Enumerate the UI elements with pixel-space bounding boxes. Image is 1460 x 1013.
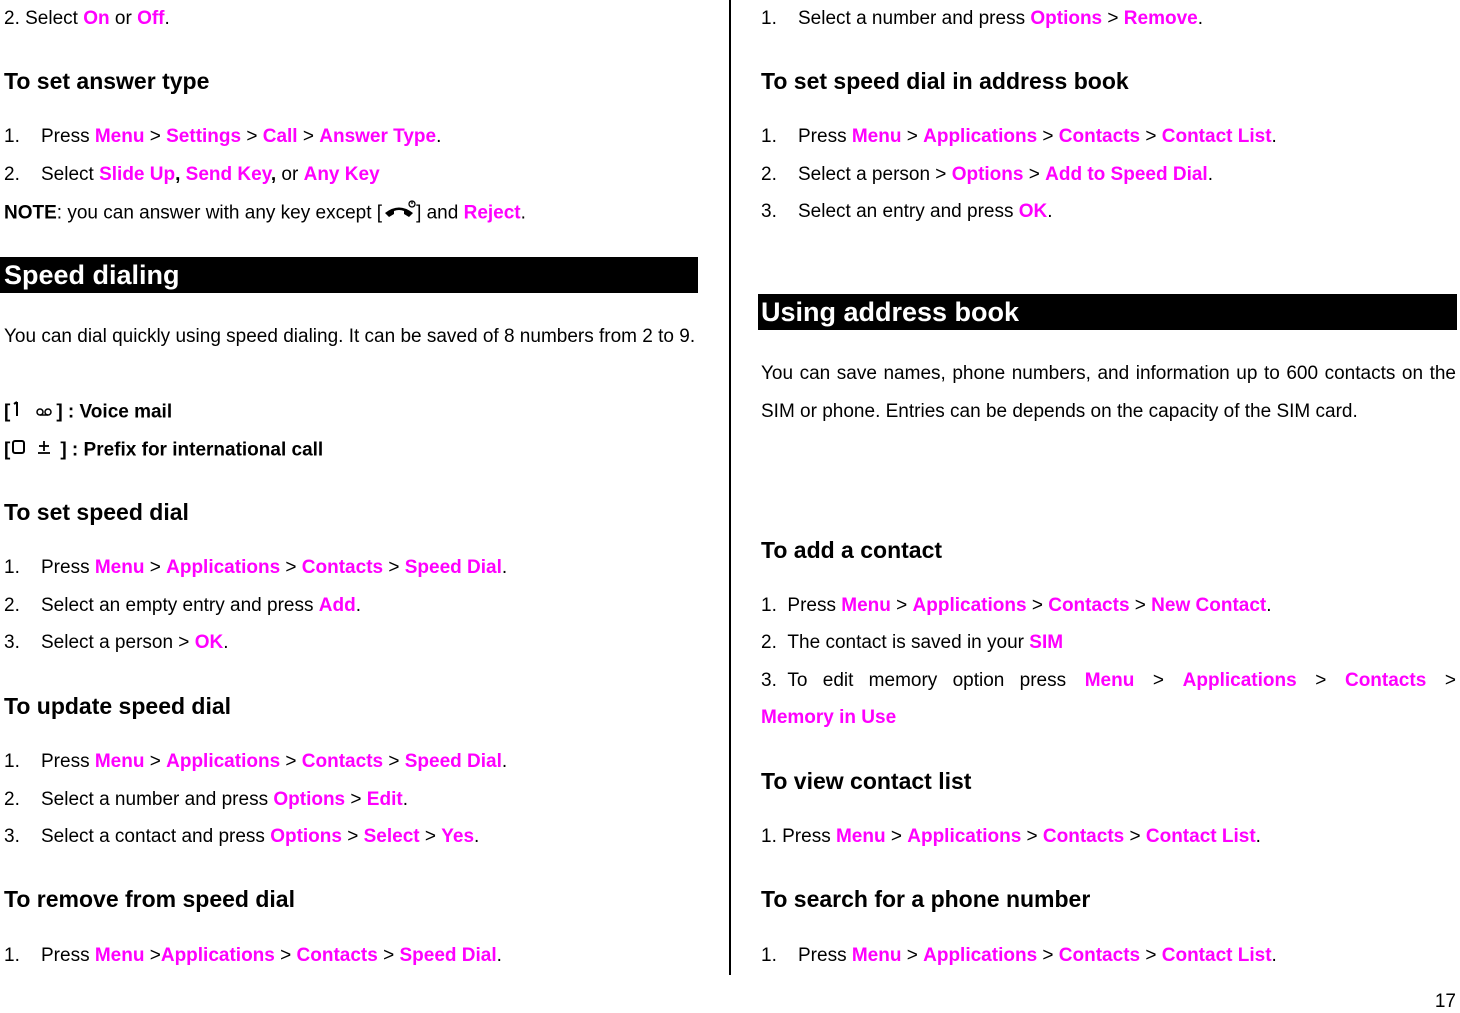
step-number: 2. [761,164,777,185]
text: Select an entry and press [798,201,1019,222]
answer-step-1 [4,125,441,149]
menu-label: Menu [851,945,902,966]
text: . [474,826,480,847]
text: ] : Prefix for international call [60,439,324,461]
addr-speed-step-2 [761,163,1213,187]
step-number: 2. [4,789,20,810]
separator: > [1444,670,1456,691]
heading-set-speed-dial: To set speed dial [4,499,189,525]
contacts-label: Contacts [1058,945,1141,966]
text: . [355,595,361,616]
set-speed-step-2 [4,594,361,618]
add-contact-step-1 [761,594,1272,618]
text: Press [41,126,95,147]
menu-label: Menu [1084,670,1135,691]
section-band-speed-dialing: Speed dialing [0,257,698,293]
text: > [341,826,364,847]
bracket: [ [4,401,11,423]
voicemail-icon [10,400,56,425]
text: > [383,751,405,772]
set-speed-step-1 [4,556,507,580]
text: > [1037,126,1059,147]
text: . [164,8,170,29]
text: or [109,8,138,29]
text: > [885,826,908,847]
text: Select an empty entry and press [41,595,319,616]
option-off: Off [137,8,165,29]
step-number: 1. [4,751,20,772]
speed-dial-label: Speed Dial [404,751,502,772]
text: > [901,945,924,966]
update-speed-step-3 [4,825,479,849]
step-number: 1. [761,945,777,966]
separator: > [1152,670,1165,691]
applications-label: Applications [907,826,1022,847]
bracket: [ [4,439,11,461]
set-speed-step-3 [4,631,228,655]
text: > [419,826,442,847]
yes-label: Yes [441,826,475,847]
text: > [1037,945,1059,966]
memory-in-use-label: Memory in Use [761,707,897,728]
text: Press [41,751,95,772]
section-band-using-address-book: Using address book [758,294,1457,330]
contact-list-label: Contact List [1161,126,1272,147]
column-divider [729,0,731,975]
sim-label: SIM [1029,632,1064,653]
add-contact-step-2 [761,631,1063,655]
search-step-1 [761,944,1277,968]
page-number: 17 [1434,991,1456,1012]
heading-view-contact-list: To view contact list [761,768,972,794]
text: > [377,945,400,966]
menu-label: Menu [851,126,902,147]
step-number: 1. [761,126,777,147]
call-label: Call [262,126,298,147]
text: To edit memory option press [787,670,1067,691]
remove-speed-step-1 [4,944,502,968]
text: > [1023,164,1046,185]
text: Select a person > [41,632,195,653]
new-contact-label: New Contact [1151,595,1267,616]
step-number: 3. [4,632,20,653]
text: Press [41,557,95,578]
text: > [144,945,161,966]
key-0-line [4,438,323,463]
text: . [1266,595,1272,616]
text: > [280,751,302,772]
text: Select a contact and press [41,826,271,847]
text: > [144,751,167,772]
text: > [241,126,263,147]
note-line [4,200,526,227]
text: > [144,557,167,578]
step-number: 3. [761,670,777,691]
options-label: Options [1030,8,1103,29]
contacts-label: Contacts [296,945,378,966]
menu-label: Menu [841,595,891,616]
reject-label: Reject [463,202,521,224]
step-number: 3. [761,201,777,222]
contacts-label: Contacts [1344,670,1427,691]
text: . [501,557,508,578]
text: : you can answer with any key except [ [56,202,383,224]
text: . [1271,945,1277,966]
contacts-label: Contacts [1048,595,1130,616]
text: Select [41,164,100,185]
step-number: 2. [4,164,20,185]
text: > [144,126,167,147]
text: . [1047,201,1053,222]
text: . [223,632,229,653]
heading-search-phone-number: To search for a phone number [761,886,1091,912]
text: > [297,126,320,147]
text: . [501,751,508,772]
applications-label: Applications [1182,670,1297,691]
text: ] and [416,202,464,224]
text: , [175,164,186,185]
text: Press [798,126,852,147]
text: . [1197,8,1203,29]
text: > [901,126,924,147]
heading-add-contact: To add a contact [761,537,943,563]
select-label: Select [363,826,420,847]
contacts-label: Contacts [1058,126,1141,147]
text: . [496,945,502,966]
text: > [1026,595,1049,616]
ok-label: OK [1018,201,1048,222]
contact-list-label: Contact List [1161,945,1272,966]
text: > [345,789,367,810]
text: > [1140,126,1162,147]
text: > [1102,8,1124,29]
step-number: 3. [4,826,20,847]
add-to-speed-dial-label: Add to Speed Dial [1045,164,1208,185]
speed-dial-label: Speed Dial [404,557,502,578]
option-on: On [83,8,110,29]
text: ] : Voice mail [56,401,173,423]
contact-list-label: Contact List [1145,826,1256,847]
address-book-intro: You can save names, phone numbers, and information up to 600 contacts on the SIM or phone. Entries can be depends on the capacity of the SIM card. [761,363,1456,422]
text: Press [776,826,836,847]
plus-icon [10,438,60,463]
menu-label: Menu [94,945,145,966]
heading-remove-speed-dial: To remove from speed dial [4,886,295,912]
text: . [402,789,408,810]
text: The contact is saved in your [787,632,1030,653]
step-number: 2. [761,632,777,653]
heading-speed-dial-address-book: To set speed dial in address book [761,68,1129,94]
answer-type-label: Answer Type [319,126,437,147]
text: Press [798,945,852,966]
settings-label: Settings [166,126,242,147]
update-speed-step-2 [4,788,408,812]
key-1-line [4,400,172,425]
menu-label: Menu [835,826,886,847]
view-contact-step-1 [761,825,1261,849]
add-contact-step-3 [761,669,1456,693]
text: > [1129,595,1152,616]
step-3-part [761,669,1066,693]
text: Select a number and press [798,8,1031,29]
remove-speed-step-2 [761,7,1203,31]
text: Select a person > [798,164,952,185]
addr-speed-step-1 [761,125,1277,149]
step-number: 2. [4,595,20,616]
remove-label: Remove [1123,8,1198,29]
options-label: Options [951,164,1024,185]
options-label: Options [270,826,342,847]
text: Press [787,595,842,616]
update-speed-step-1 [4,750,507,774]
applications-label: Applications [912,595,1027,616]
options-label: Options [273,789,346,810]
menu-label: Menu [94,557,145,578]
step-number: 1. [761,8,777,29]
edit-label: Edit [366,789,403,810]
text: > [274,945,297,966]
send-key-label: Send Key [185,164,271,185]
step-number: 1. [761,595,777,616]
applications-label: Applications [923,945,1038,966]
step-number: 1. [761,826,777,847]
menu-label: Menu [94,751,145,772]
speed-dialing-intro: You can dial quickly using speed dialing. It can be saved of 8 numbers from 2 to 9. [4,326,696,347]
speed-dial-label: Speed Dial [399,945,497,966]
text: . [436,126,442,147]
any-key-label: Any Key [303,164,380,185]
text: , [270,164,282,185]
note-label: NOTE [4,202,57,224]
contacts-label: Contacts [301,557,384,578]
slide-up-label: Slide Up [99,164,176,185]
text: or [281,164,304,185]
text: Press [41,945,95,966]
text: > [280,557,302,578]
text: > [890,595,913,616]
text: Select a number and press [41,789,274,810]
step-select-on-off [4,7,170,31]
separator: > [1315,670,1327,691]
contacts-label: Contacts [1042,826,1125,847]
text: . [1207,164,1213,185]
applications-label: Applications [166,557,281,578]
applications-label: Applications [160,945,275,966]
step-number: 1. [4,557,20,578]
heading-update-speed-dial: To update speed dial [4,693,232,719]
add-contact-step-3-cont [761,706,896,730]
step-number: 1. [4,945,20,966]
text: . [1255,826,1261,847]
step-number: 1. [4,126,20,147]
text: 2. Select [4,8,84,29]
applications-label: Applications [166,751,281,772]
addr-speed-step-3 [761,200,1053,224]
text: > [1124,826,1146,847]
answer-step-2 [4,163,380,187]
applications-label: Applications [923,126,1038,147]
end-call-icon [382,200,416,227]
text: . [1271,126,1277,147]
ok-label: OK [194,632,224,653]
text: > [383,557,405,578]
text: > [1140,945,1162,966]
text: > [1021,826,1043,847]
menu-label: Menu [94,126,145,147]
text: . [520,202,526,224]
contacts-label: Contacts [301,751,384,772]
heading-answer-type: To set answer type [4,68,210,94]
add-label: Add [318,595,356,616]
